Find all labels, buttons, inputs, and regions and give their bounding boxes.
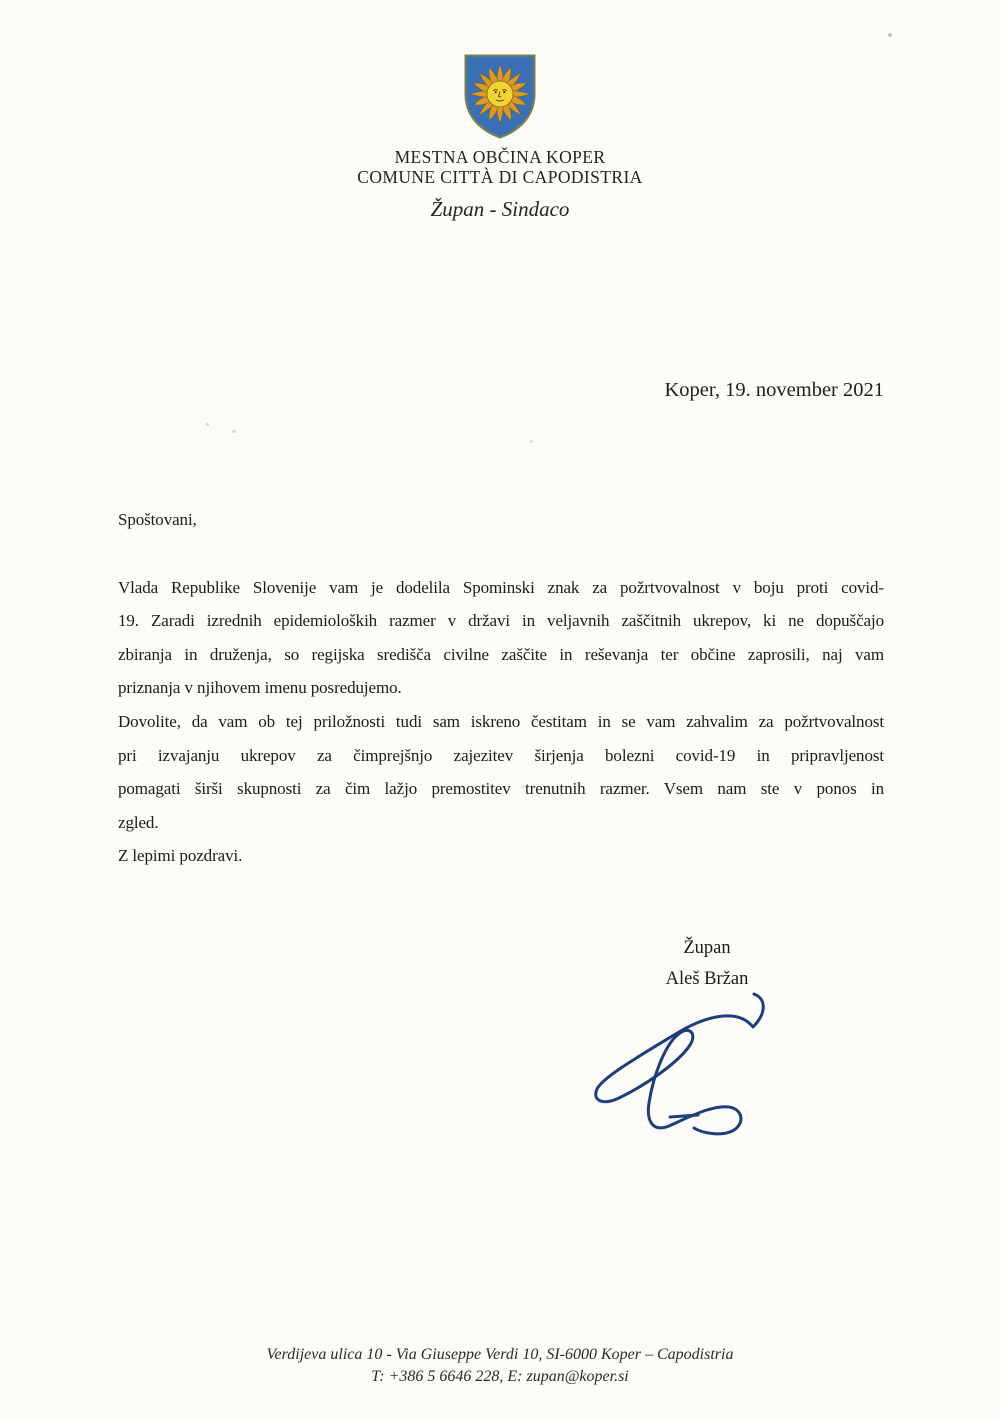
body-line: Vlada Republike Slovenije vam je dodelila Spominski znak za požrtvovalnost v boju proti covid-	[118, 577, 884, 597]
scan-speck	[206, 423, 209, 426]
org-name-block	[0, 148, 1000, 187]
scan-speck	[530, 440, 533, 443]
org-name-it: COMUNE CITTÀ DI CAPODISTRIA	[357, 166, 643, 187]
office-title: Župan - Sindaco	[430, 197, 570, 221]
scan-speck	[263, 407, 265, 409]
body-line: Dovolite, da vam ob tej priložnosti tudi sam iskreno čestitam in se vam zahvalim za požrtvovalnost	[118, 711, 884, 731]
body-line: pri izvajanju ukrepov za čimprejšnjo zajezitev širjenja bolezni covid-19 in pripravljenost	[118, 745, 884, 765]
footer-address: Verdijeva ulica 10 - Via Giuseppe Verdi 10, SI-6000 Koper – Capodistria	[266, 1346, 734, 1363]
letter-body	[118, 503, 884, 873]
closing-line: Z lepimi pozdravi.	[118, 846, 243, 866]
body-line: 19. Zaradi izrednih epidemioloških razmer v državi in veljavnih zaščitnih ukrepov, ki ne dopuščajo	[118, 611, 884, 631]
scan-speck	[232, 430, 236, 433]
footer-contact: T: +386 5 6646 228, E: zupan@koper.si	[371, 1368, 629, 1385]
signer-name: Aleš Bržan	[665, 969, 749, 989]
scan-speck	[888, 33, 892, 37]
salutation: Spoštovani,	[118, 510, 197, 529]
koper-coat-of-arms	[462, 52, 538, 142]
sun-shield-icon	[462, 52, 538, 142]
signer-role: Župan	[683, 938, 731, 958]
letterhead-footer	[0, 1344, 1000, 1388]
scan-speck	[522, 785, 524, 788]
body-line: zgled.	[118, 812, 159, 832]
handwritten-signature	[586, 984, 781, 1162]
body-line: priznanja v njihovem imenu posredujemo.	[118, 678, 402, 698]
body-line: zbiranja in druženja, so regijska središča civilne zaščite in reševanja ter občine zaprosili, naj vam	[118, 644, 884, 664]
dateline: Koper, 19. november 2021	[664, 379, 884, 401]
org-name-sl: MESTNA OBČINA KOPER	[394, 147, 606, 167]
body-line: pomagati širši skupnosti za čim lažjo premostitev trenutnih razmer. Vsem nam ste v ponos in	[118, 779, 884, 799]
